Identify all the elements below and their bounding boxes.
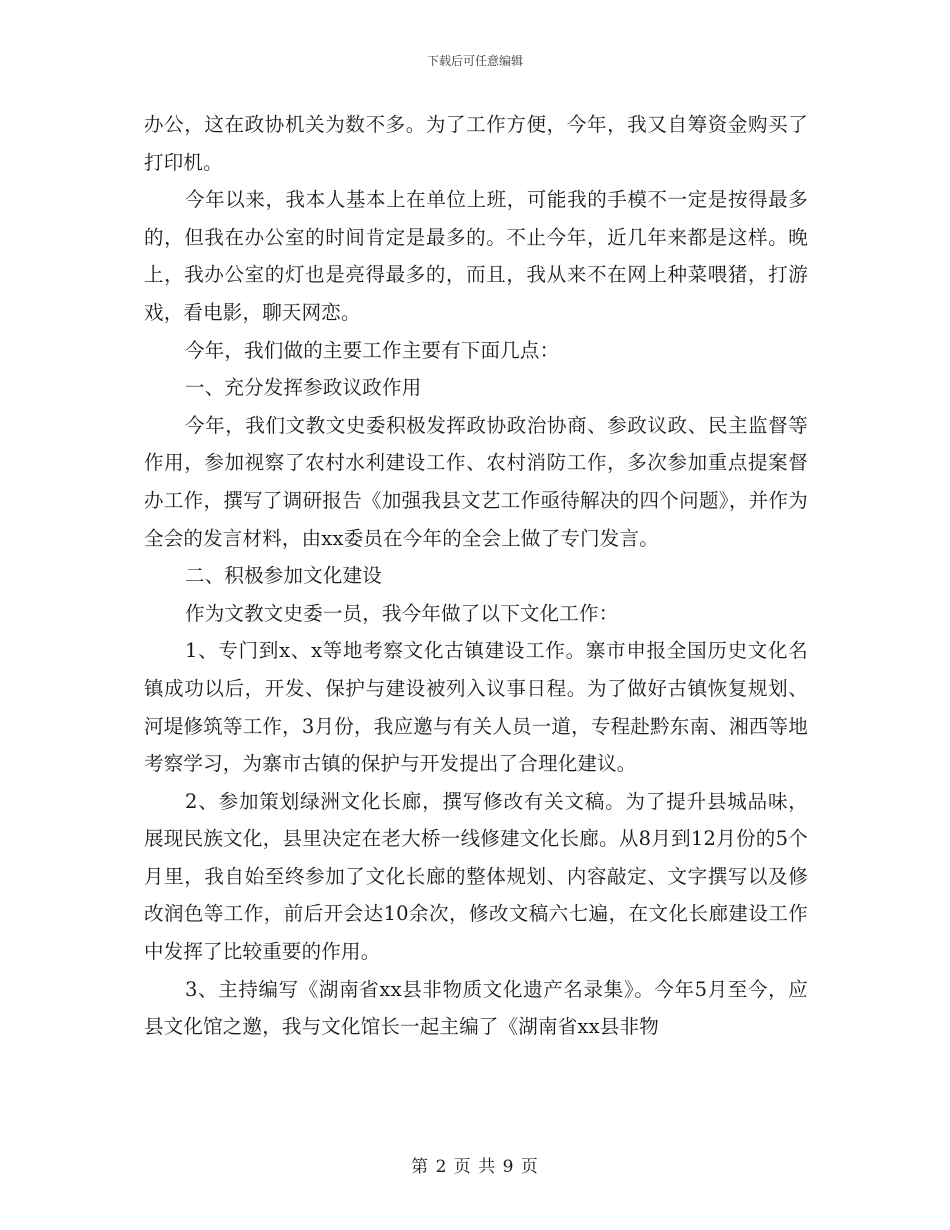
list-item: 1、专门到x、x等地考察文化古镇建设工作。寨市申报全国历史文化名镇成功以后，开发、保护与建设被列入议事日程。为了做好古镇恢复规划、河堤修筑等工作，3月份，我应邀与有关人员一道，专程赴黔东南、湘西等地考察学习，为寨市古镇的保护与开发提出了合理化建议。	[144, 639, 808, 776]
list-item: 2、参加策划绿洲文化长廊，撰写修改有关文稿。为了提升县城品味，展现民族文化，县里决定在老大桥一线修建文化长廊。从8月到12月份的5个月里，我自始至终参加了文化长廊的整体规划、内容敲定、文字撰写以及修改润色等工作，前后开会达10余次，修改文稿六七遍，在文化长廊建设工作中发挥了比较重要的作用。	[144, 789, 808, 964]
paragraph: 今年以来，我本人基本上在单位上班，可能我的手模不一定是按得最多的，但我在办公室的时间肯定是最多的。不止今年，近几年来都是这样。晚上，我办公室的灯也是亮得最多的，而且，我从来不在网上种菜喂猪，打游戏，看电影，聊天网恋。	[144, 188, 808, 324]
section-heading: 一、充分发挥参政议政作用	[185, 376, 422, 400]
section-heading: 二、积极参加文化建设	[185, 564, 383, 588]
list-item: 3、主持编写《湖南省xx县非物质文化遗产名录集》。今年5月至今，应县文化馆之邀，我与文化馆长一起主编了《湖南省xx县非物	[144, 977, 808, 1039]
paragraph: 作为文教文史委一员，我今年做了以下文化工作：	[185, 601, 619, 625]
page-header: 下载后可任意编辑	[426, 54, 523, 68]
paragraph: 今年，我们文教文史委积极发挥政协政治协商、参政议政、民主监督等作用，参加视察了农村水利建设工作、农村消防工作，多次参加重点提案督办工作，撰写了调研报告《加强我县文艺工作亟待解决的四个问题》，并作为全会的发言材料，由xx委员在今年的全会上做了专门发言。	[144, 413, 808, 550]
page-number-footer: 第 2 页 共 9 页	[411, 1157, 539, 1177]
document-body	[144, 106, 808, 1046]
paragraph: 今年，我们做的主要工作主要有下面几点：	[185, 338, 560, 362]
paragraph: 办公，这在政协机关为数不多。为了工作方便，今年，我又自筹资金购买了打印机。	[144, 113, 808, 174]
